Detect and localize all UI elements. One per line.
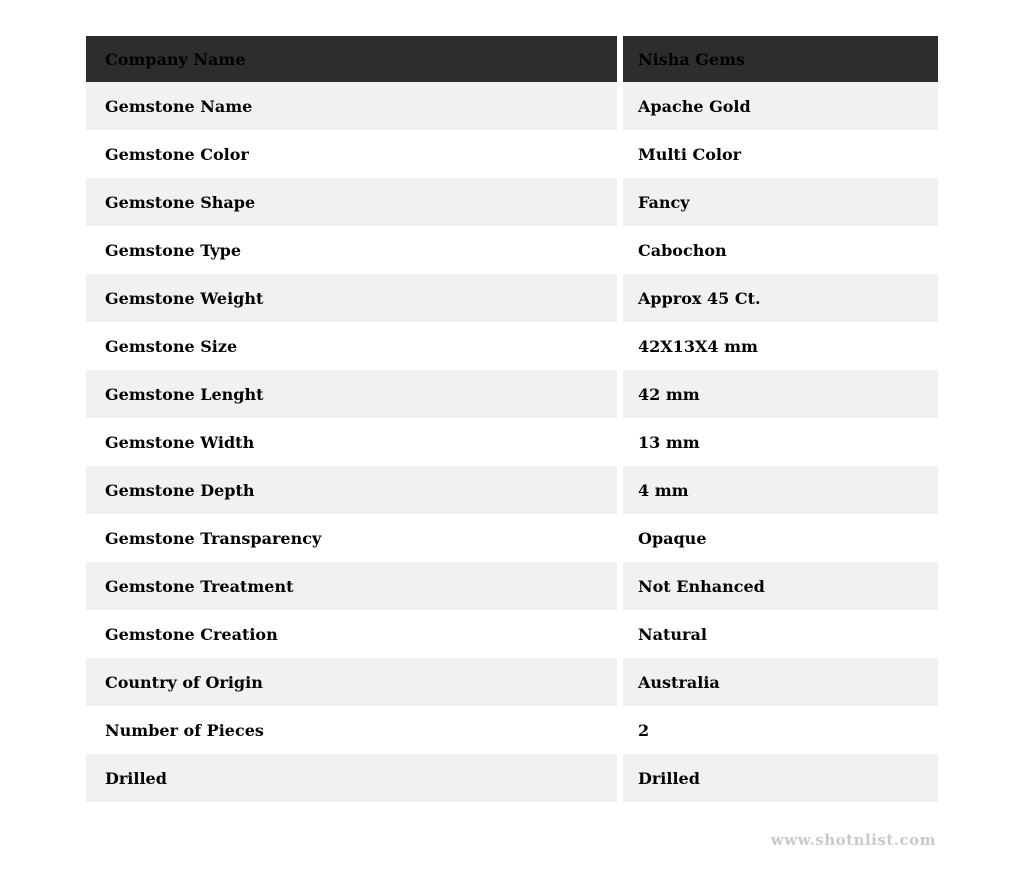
table-header-row <box>86 36 938 82</box>
table-row-gemstone-type <box>86 226 938 274</box>
gemstone-color-label: Gemstone Color <box>86 130 617 178</box>
table-row-drilled <box>86 754 938 802</box>
number-of-pieces-label: Number of Pieces <box>86 706 617 754</box>
gemstone-lenght-label: Gemstone Lenght <box>86 370 617 418</box>
table-row-gemstone-treatment <box>86 562 938 610</box>
gemstone-transparency-label: Gemstone Transparency <box>86 514 617 562</box>
gemstone-lenght-value: 42 mm <box>617 370 938 418</box>
gemstone-creation-label: Gemstone Creation <box>86 610 617 658</box>
table-row-gemstone-color <box>86 130 938 178</box>
gemstone-shape-value: Fancy <box>617 178 938 226</box>
gemstone-depth-label: Gemstone Depth <box>86 466 617 514</box>
gemstone-name-value: Apache Gold <box>617 82 938 130</box>
country-of-origin-value: Australia <box>617 658 938 706</box>
drilled-label: Drilled <box>86 754 617 802</box>
gemstone-treatment-value: Not Enhanced <box>617 562 938 610</box>
table-row-country-of-origin <box>86 658 938 706</box>
gemstone-width-value: 13 mm <box>617 418 938 466</box>
gemstone-shape-label: Gemstone Shape <box>86 178 617 226</box>
gemstone-size-value: 42X13X4 mm <box>617 322 938 370</box>
table-row-number-of-pieces <box>86 706 938 754</box>
table-row-gemstone-transparency <box>86 514 938 562</box>
table-row-gemstone-creation <box>86 610 938 658</box>
table-row-gemstone-width <box>86 418 938 466</box>
gemstone-type-value: Cabochon <box>617 226 938 274</box>
drilled-value: Drilled <box>617 754 938 802</box>
table-body <box>86 82 938 802</box>
table-row-gemstone-size <box>86 322 938 370</box>
gemstone-weight-value: Approx 45 Ct. <box>617 274 938 322</box>
gemstone-treatment-label: Gemstone Treatment <box>86 562 617 610</box>
gemstone-transparency-value: Opaque <box>617 514 938 562</box>
table-row-gemstone-lenght <box>86 370 938 418</box>
gemstone-type-label: Gemstone Type <box>86 226 617 274</box>
header-company-name-label: Company Name <box>86 36 617 82</box>
table-row-gemstone-depth <box>86 466 938 514</box>
table-row-gemstone-weight <box>86 274 938 322</box>
country-of-origin-label: Country of Origin <box>86 658 617 706</box>
gemstone-size-label: Gemstone Size <box>86 322 617 370</box>
number-of-pieces-value: 2 <box>617 706 938 754</box>
gemstone-name-label: Gemstone Name <box>86 82 617 130</box>
gemstone-width-label: Gemstone Width <box>86 418 617 466</box>
header-company-name-value: Nisha Gems <box>617 36 938 82</box>
gemstone-color-value: Multi Color <box>617 130 938 178</box>
table-row-gemstone-name <box>86 82 938 130</box>
gemstone-creation-value: Natural <box>617 610 938 658</box>
gemstone-depth-value: 4 mm <box>617 466 938 514</box>
gemstone-spec-table <box>86 36 938 802</box>
gemstone-weight-label: Gemstone Weight <box>86 274 617 322</box>
watermark-link: www.shotnlist.com <box>770 831 936 849</box>
table-row-gemstone-shape <box>86 178 938 226</box>
